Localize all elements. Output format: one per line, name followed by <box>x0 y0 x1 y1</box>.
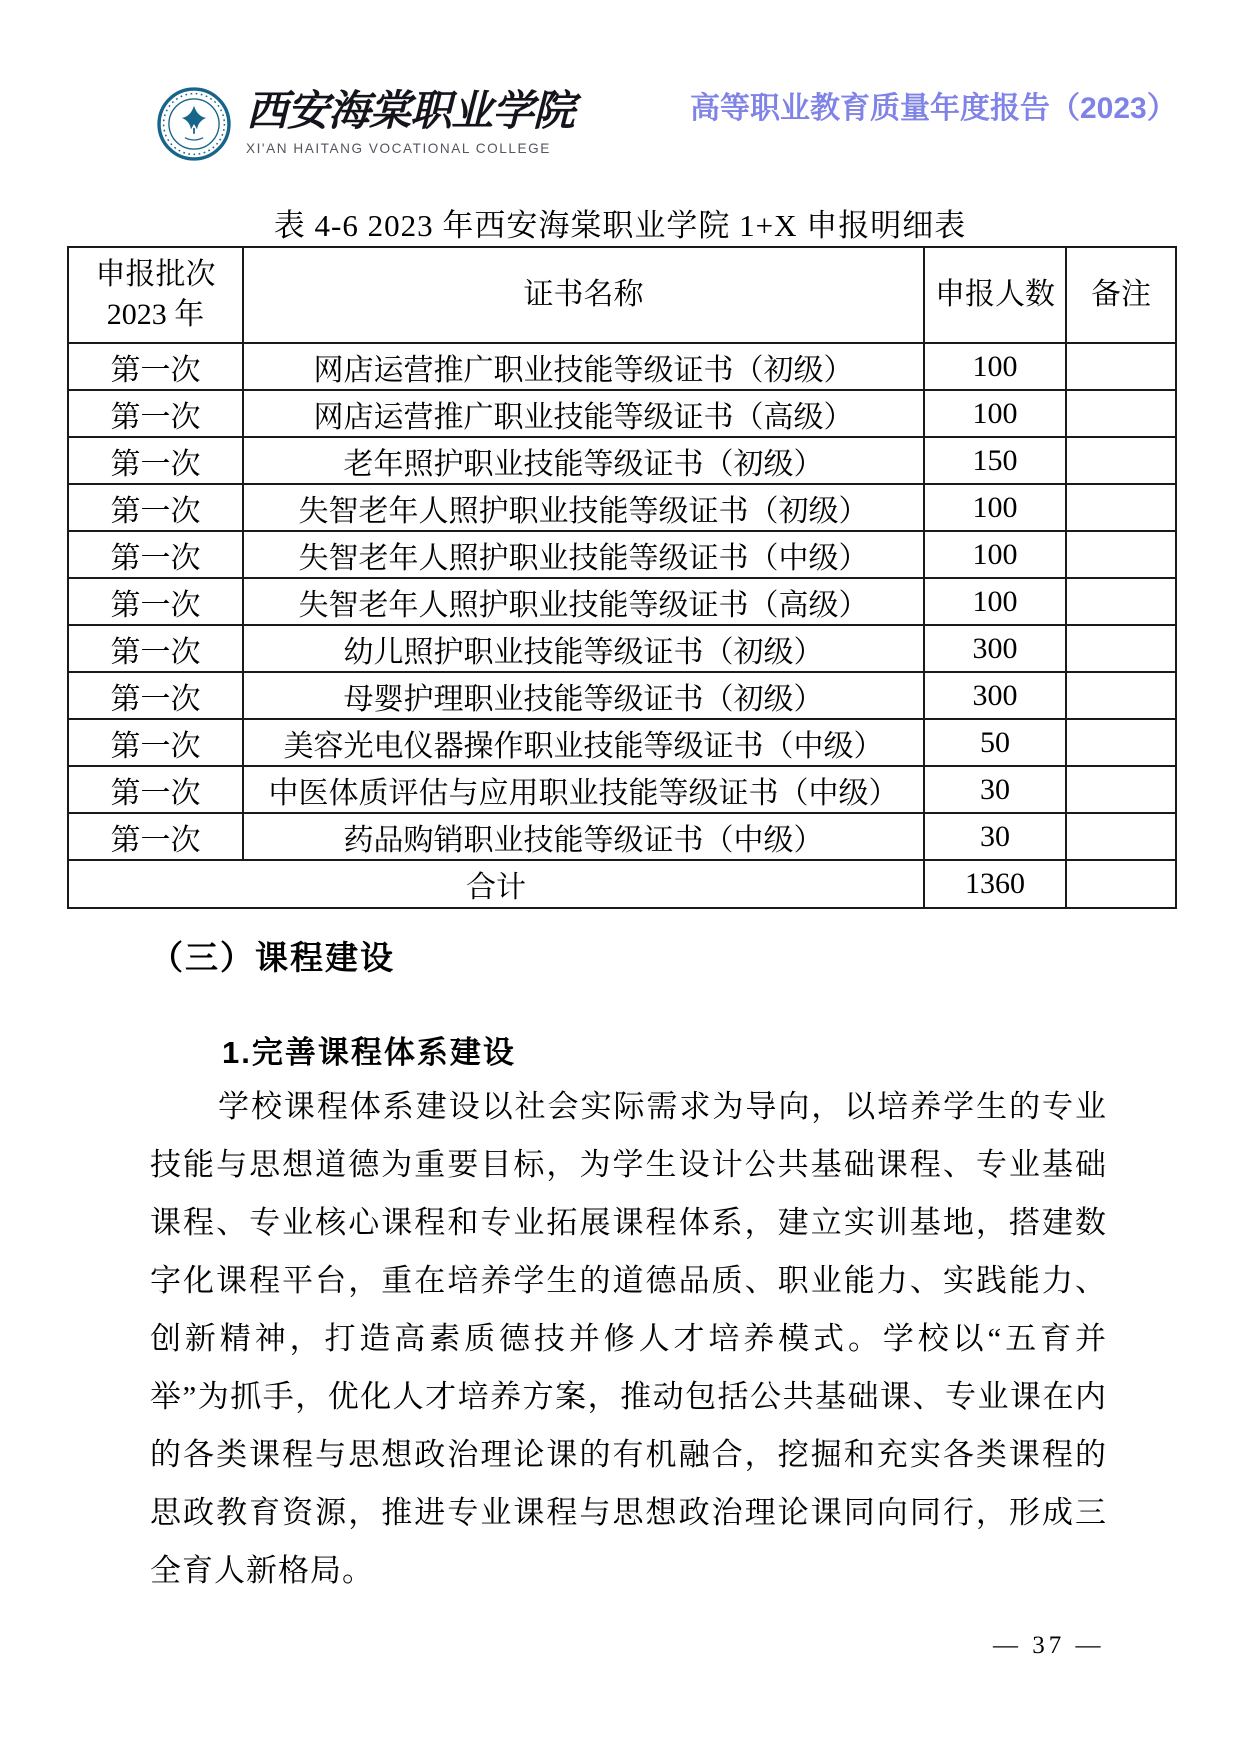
cell-count: 150 <box>924 437 1066 484</box>
cell-count: 300 <box>924 672 1066 719</box>
cell-batch: 第一次 <box>68 484 243 531</box>
cell-note <box>1066 343 1176 390</box>
college-name-zh: 西安海棠职业学院 <box>246 89 575 135</box>
table-row <box>68 484 1176 531</box>
cell-batch: 第一次 <box>68 390 243 437</box>
cell-batch: 第一次 <box>68 343 243 390</box>
col-header-note: 备注 <box>1066 247 1176 343</box>
cell-cert: 失智老年人照护职业技能等级证书（高级） <box>243 578 924 625</box>
cell-count: 30 <box>924 813 1066 860</box>
cell-cert: 网店运营推广职业技能等级证书（初级） <box>243 343 924 390</box>
total-note-cell <box>1066 860 1176 908</box>
cell-note <box>1066 813 1176 860</box>
cell-note <box>1066 484 1176 531</box>
table-body <box>68 343 1176 860</box>
cell-count: 100 <box>924 531 1066 578</box>
cell-note <box>1066 672 1176 719</box>
table-row <box>68 625 1176 672</box>
table-row <box>68 437 1176 484</box>
cell-batch: 第一次 <box>68 766 243 813</box>
cell-note <box>1066 719 1176 766</box>
cell-note <box>1066 437 1176 484</box>
college-name-en: XI'AN HAITANG VOCATIONAL COLLEGE <box>246 140 551 156</box>
cell-batch: 第一次 <box>68 437 243 484</box>
col-header-count: 申报人数 <box>924 247 1066 343</box>
cell-cert: 老年照护职业技能等级证书（初级） <box>243 437 924 484</box>
cell-count: 50 <box>924 719 1066 766</box>
cell-note <box>1066 531 1176 578</box>
table-total-row <box>68 860 1176 908</box>
table-row <box>68 531 1176 578</box>
cell-batch: 第一次 <box>68 625 243 672</box>
body-paragraph: 学校课程体系建设以社会实际需求为导向，以培养学生的专业技能与思想道德为重要目标，为学生设计公共基础课程、专业基础课程、专业核心课程和专业拓展课程体系，建立实训基地，搭建数字化课程平台，重在培养学生的道德品质、职业能力、实践能力、创新精神，打造高素质德技并修人才培养模式。学校以“五育并举”为抓手，优化人才培养方案，推动包括公共基础课、专业课在内的各类课程与思想政治理论课的有机融合，挖掘和充实各类课程的思政教育资源，推进专业课程与思想政治理论课同向同行，形成三全育人新格局。 <box>150 1089 1107 1588</box>
col-header-cert: 证书名称 <box>243 247 924 343</box>
table-caption: 表 4-6 2023 年西安海棠职业学院 1+X 申报明细表 <box>273 208 967 243</box>
cell-cert: 药品购销职业技能等级证书（中级） <box>243 813 924 860</box>
cell-batch: 第一次 <box>68 531 243 578</box>
cell-cert: 网店运营推广职业技能等级证书（高级） <box>243 390 924 437</box>
cell-count: 100 <box>924 578 1066 625</box>
cell-cert: 美容光电仪器操作职业技能等级证书（中级） <box>243 719 924 766</box>
cell-cert: 母婴护理职业技能等级证书（初级） <box>243 672 924 719</box>
section-heading: （三）课程建设 <box>150 939 395 976</box>
certificate-table <box>67 246 1177 909</box>
col-header-batch-line2: 2023 年 <box>106 298 205 331</box>
college-logo-text <box>246 86 574 158</box>
table-row <box>68 719 1176 766</box>
cell-cert: 幼儿照护职业技能等级证书（初级） <box>243 625 924 672</box>
cell-count: 30 <box>924 766 1066 813</box>
page-number: — 37 — <box>993 1632 1105 1659</box>
cell-count: 100 <box>924 390 1066 437</box>
subsection-heading: 1.完善课程体系建设 <box>222 1035 516 1070</box>
cell-cert: 失智老年人照护职业技能等级证书（初级） <box>243 484 924 531</box>
cell-note <box>1066 390 1176 437</box>
col-header-batch <box>68 247 243 343</box>
table-row <box>68 766 1176 813</box>
total-label-cell: 合计 <box>68 860 924 908</box>
cell-note <box>1066 766 1176 813</box>
cell-count: 300 <box>924 625 1066 672</box>
table-row <box>68 672 1176 719</box>
table-row <box>68 390 1176 437</box>
cell-count: 100 <box>924 484 1066 531</box>
cell-note <box>1066 625 1176 672</box>
col-header-batch-line1: 申报批次 <box>95 258 216 291</box>
cell-batch: 第一次 <box>68 813 243 860</box>
college-logo <box>156 86 574 162</box>
table-header-row <box>68 247 1176 343</box>
cell-batch: 第一次 <box>68 719 243 766</box>
cell-cert: 中医体质评估与应用职业技能等级证书（中级） <box>243 766 924 813</box>
table-row <box>68 813 1176 860</box>
report-title: 高等职业教育质量年度报告（2023） <box>690 92 1177 125</box>
cell-count: 100 <box>924 343 1066 390</box>
table-row <box>68 578 1176 625</box>
college-seal-icon <box>156 86 232 162</box>
cell-note <box>1066 578 1176 625</box>
total-value-cell: 1360 <box>924 860 1066 908</box>
cell-batch: 第一次 <box>68 578 243 625</box>
cell-batch: 第一次 <box>68 672 243 719</box>
table-row <box>68 343 1176 390</box>
cell-cert: 失智老年人照护职业技能等级证书（中级） <box>243 531 924 578</box>
